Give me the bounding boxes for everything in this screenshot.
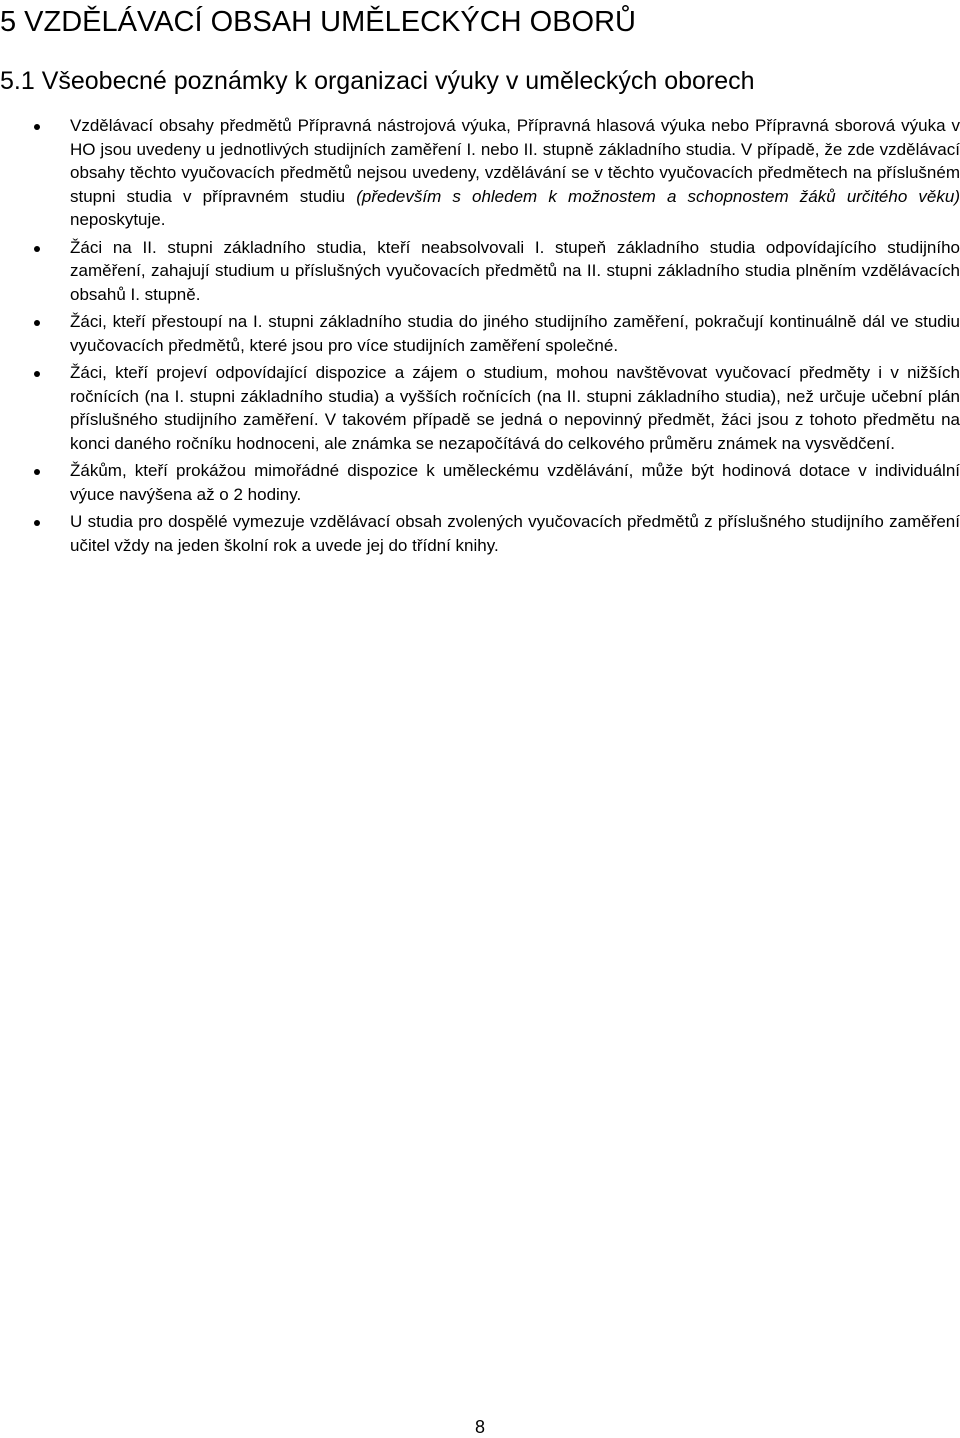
list-item-text: Žáci, kteří přestoupí na I. stupni základního studia do jiného studijního zaměření, pokračují kontinuálně dál ve studiu vyučovacích předmětů, které jsou pro více studijních zaměření společné. <box>70 312 960 355</box>
list-item <box>0 236 960 307</box>
bullet-icon <box>34 520 40 526</box>
list-item-text: Žáci na II. stupni základního studia, kteří neabsolvovali I. stupeň základního studia odpovídajícího studijního zaměření, zahajují studium u příslušných vyučovacích předmětů na II. stupni základního studia plněním vzdělávacích obsahů I. stupně. <box>70 237 960 304</box>
list-item <box>0 459 960 506</box>
list-item <box>0 361 960 455</box>
list-item-text-end: neposkytuje. <box>70 210 166 229</box>
list-item <box>0 510 960 557</box>
list-item-text: Žáci, kteří projeví odpovídající dispozice a zájem o studium, mohou navštěvovat vyučovací předměty i v nižších ročnících (na I. stupni základního studia) a vyšších ročnících (na II. stupni základního studia), než určuje učební plán příslušného studijního zaměření. V takovém případě se jedná o nepovinný předmět, žáci jsou z tohoto předmětu na konci daného ročníku hodnoceni, ale známka se nezapočítává do celkového průměru známek na vysvědčení. <box>70 363 960 453</box>
list-item-text: Žákům, kteří prokážou mimořádné dispozice k uměleckému vzdělávání, může být hodinová dotace v individuální výuce navýšena až o 2 hodiny. <box>70 461 960 504</box>
bullet-icon <box>34 469 40 475</box>
bullet-list <box>0 114 960 561</box>
list-item-italic-text: (především s ohledem k možnostem a schopnostem žáků určitého věku) <box>356 186 960 206</box>
bullet-icon <box>34 124 40 130</box>
list-item-text: Vzdělávací obsahy předmětů Přípravná nástrojová výuka, Přípravná hlasová výuka nebo Přípravná sborová výuka v HO jsou uvedeny u jednotlivých studijních zaměření I. nebo II. stupně základního studia. V případě, že zde vzdělávací obsahy těchto vyučovacích předmětů nejsou uvedeny, vzdělávání se v těchto vyučovacích předmětech na příslušném stupni studia v přípravném studiu <box>70 116 960 206</box>
list-item <box>0 114 960 232</box>
bullet-icon <box>34 371 40 377</box>
section-heading: 5.1 Všeobecné poznámky k organizaci výuky v uměleckých oborech <box>0 67 755 95</box>
bullet-icon <box>34 246 40 252</box>
bullet-icon <box>34 320 40 326</box>
list-item <box>0 310 960 357</box>
page-number: 8 <box>474 1417 485 1437</box>
list-item-text: U studia pro dospělé vymezuje vzdělávací obsah zvolených vyučovacích předmětů z příslušného studijního zaměření učitel vždy na jeden školní rok a uvede jej do třídní knihy. <box>70 512 960 555</box>
chapter-heading: 5 VZDĚLÁVACÍ OBSAH UMĚLECKÝCH OBORŮ <box>0 6 637 38</box>
